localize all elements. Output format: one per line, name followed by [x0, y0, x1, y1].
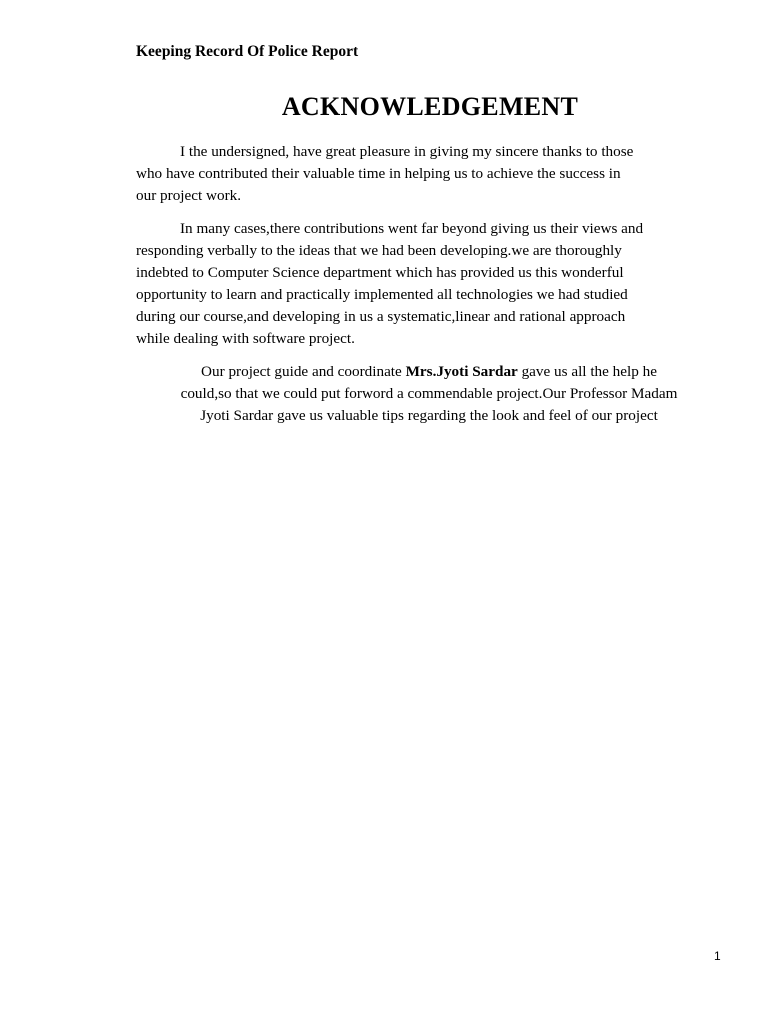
paragraph-2-line: opportunity to learn and practically implemented all technologies we had studied: [136, 286, 628, 303]
paragraph-3: [136, 361, 722, 427]
paragraph-3-text: gave us all the help he: [517, 363, 657, 380]
page-title: ACKNOWLEDGEMENT: [281, 92, 579, 121]
paragraph-1-line: I the undersigned, have great pleasure in giving my sincere thanks to those: [180, 143, 634, 160]
paragraph-3-line: Jyoti Sardar gave us valuable tips regarding the look and feel of our project: [200, 407, 658, 424]
running-header: Keeping Record Of Police Report: [136, 43, 359, 60]
paragraph-2: [136, 218, 721, 350]
guide-name: Mrs.Jyoti Sardar: [405, 363, 518, 380]
paragraph-3-line: could,so that we could put forword a commendable project.Our Professor Madam: [180, 385, 678, 402]
paragraph-2-line: during our course,and developing in us a systematic,linear and rational approach: [136, 308, 626, 325]
paragraph-3-text: Our project guide and coordinate: [201, 363, 406, 380]
paragraph-3-line: [136, 361, 722, 383]
page-number: 1: [714, 949, 721, 963]
paragraph-1: [136, 141, 721, 207]
paragraph-1-line: who have contributed their valuable time in helping us to achieve the success in: [136, 165, 621, 182]
paragraph-2-line: indebted to Computer Science department which has provided us this wonderful: [136, 264, 624, 281]
paragraph-2-line: In many cases,there contributions went far beyond giving us their views and: [180, 220, 644, 237]
paragraph-2-line: responding verbally to the ideas that we had been developing.we are thoroughly: [136, 242, 622, 259]
paragraph-1-line: our project work.: [136, 187, 242, 204]
paragraph-2-line: while dealing with software project.: [136, 330, 355, 347]
